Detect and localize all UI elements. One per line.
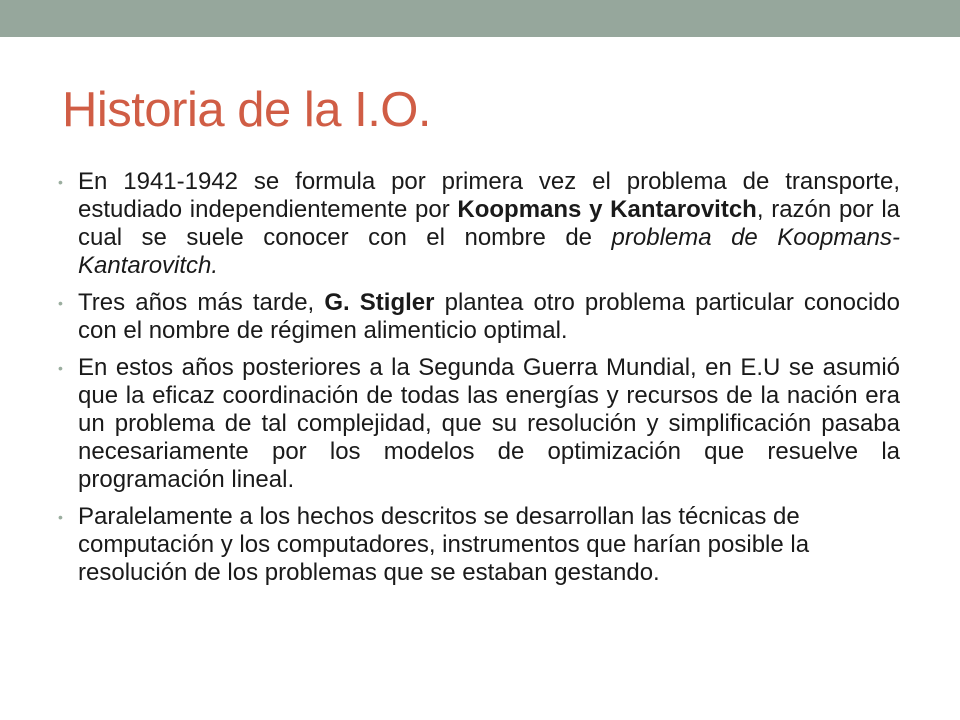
top-accent-bar [0, 0, 960, 37]
bullet-marker-icon: • [58, 295, 63, 311]
bullet-list [58, 168, 901, 596]
bullet-text: , razón por la cual se suele conocer con el nombre de [78, 196, 901, 251]
slide-title: Historia de la I.O. [62, 83, 432, 137]
bullet-item [58, 354, 900, 494]
bullet-bold-text: G. Stigler [324, 289, 435, 316]
bullet-text: Paralelamente a los hechos descritos se desarrollan las técnicas de computación y los computadores, instrumentos que harían posible la resolución de los problemas que se estaban gestando. [78, 503, 810, 586]
bullet-text: En 1941-1942 se formula por primera vez el problema de transporte, estudiado independientemente por [78, 168, 900, 223]
bullet-italic-text: problema de Koopmans-Kantarovitch. [78, 224, 900, 279]
bullet-bold-text: Koopmans y Kantarovitch [457, 196, 757, 223]
bullet-item [58, 168, 901, 280]
bullet-text: En estos años posteriores a la Segunda Guerra Mundial, en E.U se asumió que la eficaz coordinación de todas las energías y recursos de la nación era un problema de tal complejidad, que su resolución y simplificación pasaba necesariamente por los modelos de optimización que resuelve la programación lineal. [78, 354, 900, 493]
bullet-text: Tres años más tarde, [78, 289, 325, 316]
bullet-text: plantea otro problema particular conocido con el nombre de régimen alimenticio optimal. [78, 289, 900, 344]
bullet-item [58, 503, 900, 587]
bullet-marker-icon: • [58, 174, 63, 190]
bullet-marker-icon: • [58, 509, 63, 525]
bullet-item [58, 289, 900, 345]
bullet-marker-icon: • [58, 360, 63, 376]
